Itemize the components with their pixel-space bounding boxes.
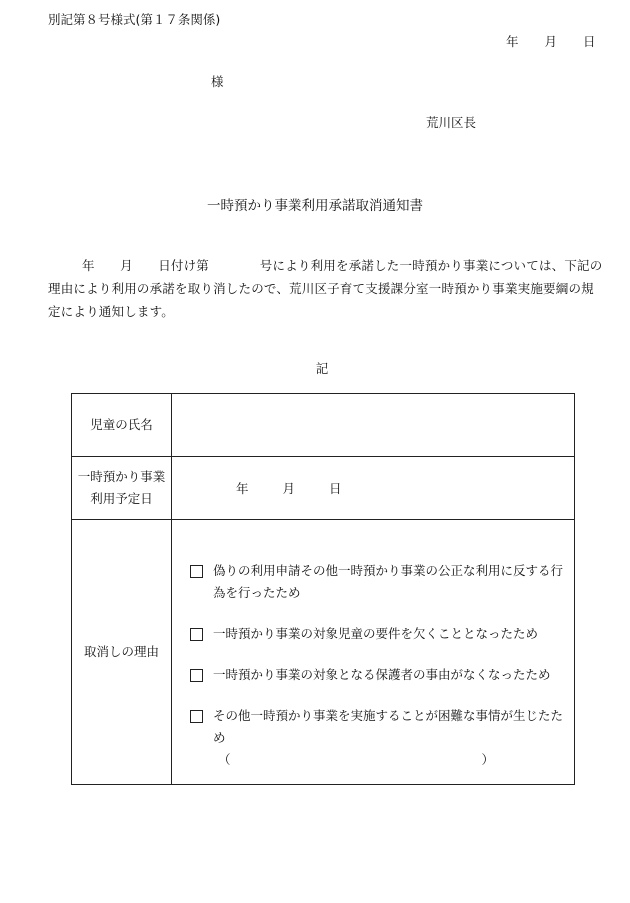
planned-date-value: 年 月 日	[172, 457, 575, 520]
close-paren: ）	[481, 752, 494, 767]
other-reason-detail-field[interactable]	[218, 749, 494, 771]
planned-date-label	[72, 457, 172, 520]
reason-label: 取消しの理由	[72, 520, 172, 785]
child-name-label: 児童の氏名	[72, 394, 172, 457]
planned-date-label-line-2: 利用予定日	[90, 491, 153, 506]
reason-text: 一時預かり事業の対象児童の要件を欠くこととなったため	[213, 626, 539, 641]
details-table	[71, 393, 575, 785]
reason-checkbox[interactable]	[190, 669, 203, 682]
ki-heading: 記	[315, 361, 329, 376]
reason-checkbox[interactable]	[190, 710, 203, 723]
reason-checkbox[interactable]	[190, 628, 203, 641]
document-title: 一時預かり事業利用承諾取消通知書	[207, 198, 423, 214]
reason-item-child-ineligible	[190, 623, 568, 645]
reason-text: 一時預かり事業の対象となる保護者の事由がなくなったため	[213, 667, 551, 682]
planned-date-row	[72, 457, 575, 520]
reason-item-other	[190, 705, 568, 749]
planned-date-label-line-1: 一時預かり事業	[77, 469, 166, 484]
sender-name: 荒川区長	[426, 115, 477, 130]
reason-item-guardian-ineligible	[190, 664, 568, 686]
child-name-value	[172, 394, 575, 457]
child-name-row	[72, 394, 575, 457]
notice-body-text: 年 月 日付け第 号により利用を承諾した一時預かり事業については、下記の理由により利用の承諾を取り消したので、荒川区子育て支援課分室一時預かり事業実施要綱の規定により通知します。	[48, 258, 603, 319]
reason-text: 偽りの利用申請その他一時預かり事業の公正な利用に反する行為を行ったため	[213, 563, 564, 600]
addressee-honorific: 様	[211, 74, 224, 89]
form-number: 別記第８号様式(第１７条関係)	[48, 12, 221, 27]
open-paren: （	[218, 752, 231, 767]
reason-item-fraud	[190, 560, 568, 604]
reason-list	[172, 520, 575, 785]
reason-checkbox[interactable]	[190, 565, 203, 578]
reason-row	[72, 520, 575, 785]
issue-date-line: 年 月 日	[506, 34, 596, 49]
reason-text: その他一時預かり事業を実施することが困難な事情が生じたため	[213, 708, 564, 745]
